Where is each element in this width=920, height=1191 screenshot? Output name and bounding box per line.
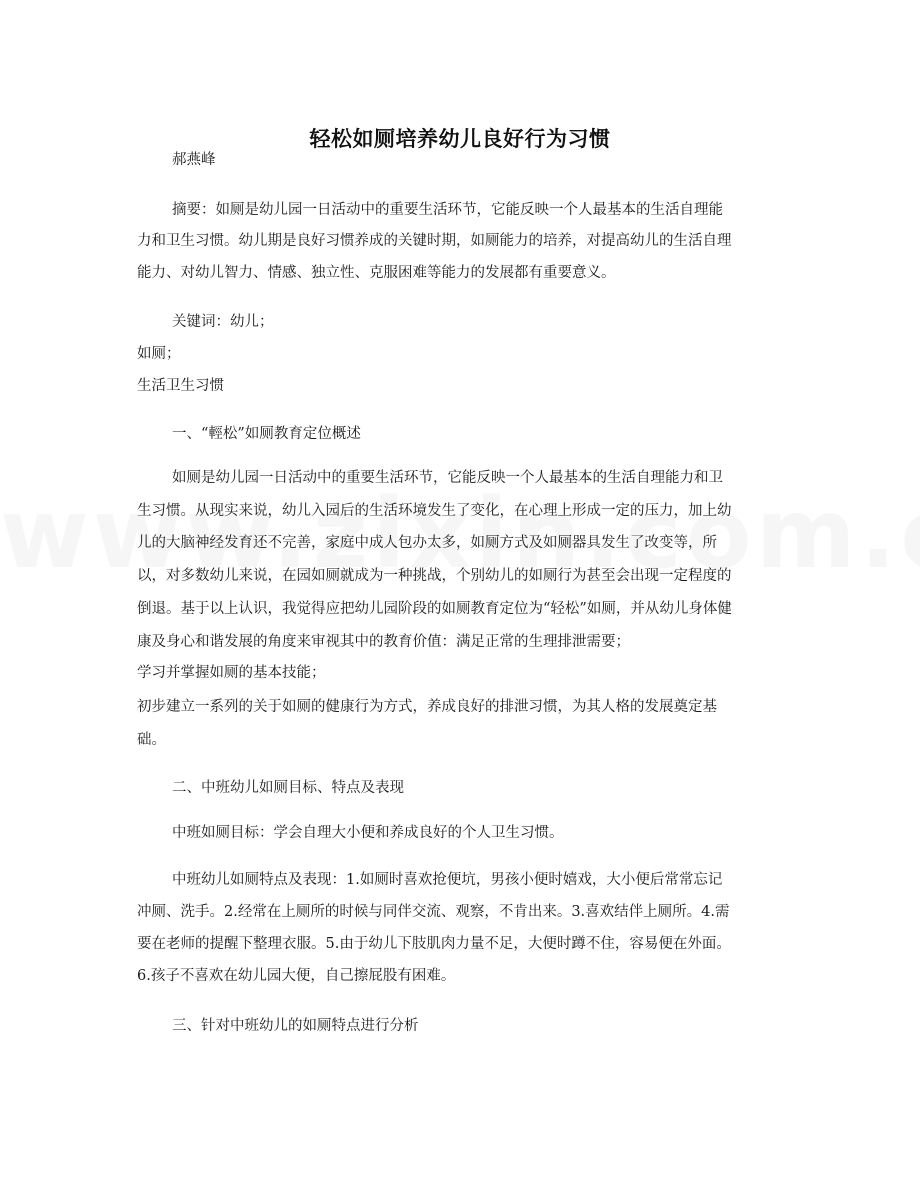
keyword-item: 生活卫生习惯 [137,378,224,394]
section-heading-1: 一、“輕松”如厕教育定位概述 [172,426,361,442]
paragraph-line: 康及身心和谐发展的角度来审视其中的教育价值：满足正常的生理排泄需要； [137,634,630,650]
section-heading-2: 二、中班幼儿如厕目标、特点及表现 [172,780,404,796]
paragraph-line: 要在老师的提醒下整理衣服。5.由于幼儿下肢肌肉力量不足，大便时蹲不住，容易便在外面。 [137,936,731,952]
author-name: 郝燕峰 [172,152,216,168]
paragraph-line: 以，对多数幼儿来说，在园如厕就成为一种挑战，个别幼儿的如厕行为甚至会出现一定程度的 [137,568,732,584]
paragraph-line: 生习惯。从现实来说，幼儿入园后的生活环境发生了变化，在心理上形成一定的压力，加上幼 [137,503,732,519]
section-heading-3: 三、针对中班幼儿的如厕特点进行分析 [172,1018,419,1034]
paragraph-line: 中班幼儿如厕特点及表现：1.如厕时喜欢抢便坑，男孩小便时嬉戏，大小便后常常忘记 [172,872,723,888]
paragraph-line: 冲厕、洗手。2.经常在上厕所的时候与同伴交流、观察，不肯出来。3.喜欢结伴上厕所。4.需 [137,904,730,920]
paragraph-line: 儿的大脑神经发育还不完善，家庭中成人包办太多，如厕方式及如厕器具发生了改变等，所 [137,535,717,551]
abstract-line-2: 力和卫生习惯。幼儿期是良好习惯养成的关键时期，如厕能力的培养，对提高幼儿的生活自理 [137,233,732,249]
abstract-line-3: 能力、对幼儿智力、情感、独立性、克服困难等能力的发展都有重要意义。 [137,265,616,281]
abstract-line-1: 摘要：如厕是幼儿园一日活动中的重要生活环节，它能反映一个人最基本的生活自理能 [172,202,723,218]
paragraph-line: 础。 [137,732,166,748]
keyword-item: 如厕； [137,346,181,362]
paragraph-line: 学习并掌握如厕的基本技能； [137,665,326,681]
keywords-label: 关键词：幼儿； [172,314,274,330]
document-title: 轻松如厕培养幼儿良好行为习惯 [309,126,611,151]
paragraph-line: 如厕是幼儿园一日活动中的重要生活环节，它能反映一个人最基本的生活自理能力和卫 [172,470,723,486]
paragraph-line: 倒退。基于以上认识，我觉得应把幼儿园阶段的如厕教育定位为“轻松”如厕，并从幼儿身体健 [137,601,732,617]
paragraph-line: 中班如厕目标：学会自理大小便和养成良好的个人卫生习惯。 [172,825,564,841]
paragraph-line: 6.孩子不喜欢在幼儿园大便，自己擦屁股有困难。 [137,968,456,984]
paragraph-line: 初步建立一系列的关于如厕的健康行为方式，养成良好的排泄习惯，为其人格的发展奠定基 [137,699,717,715]
